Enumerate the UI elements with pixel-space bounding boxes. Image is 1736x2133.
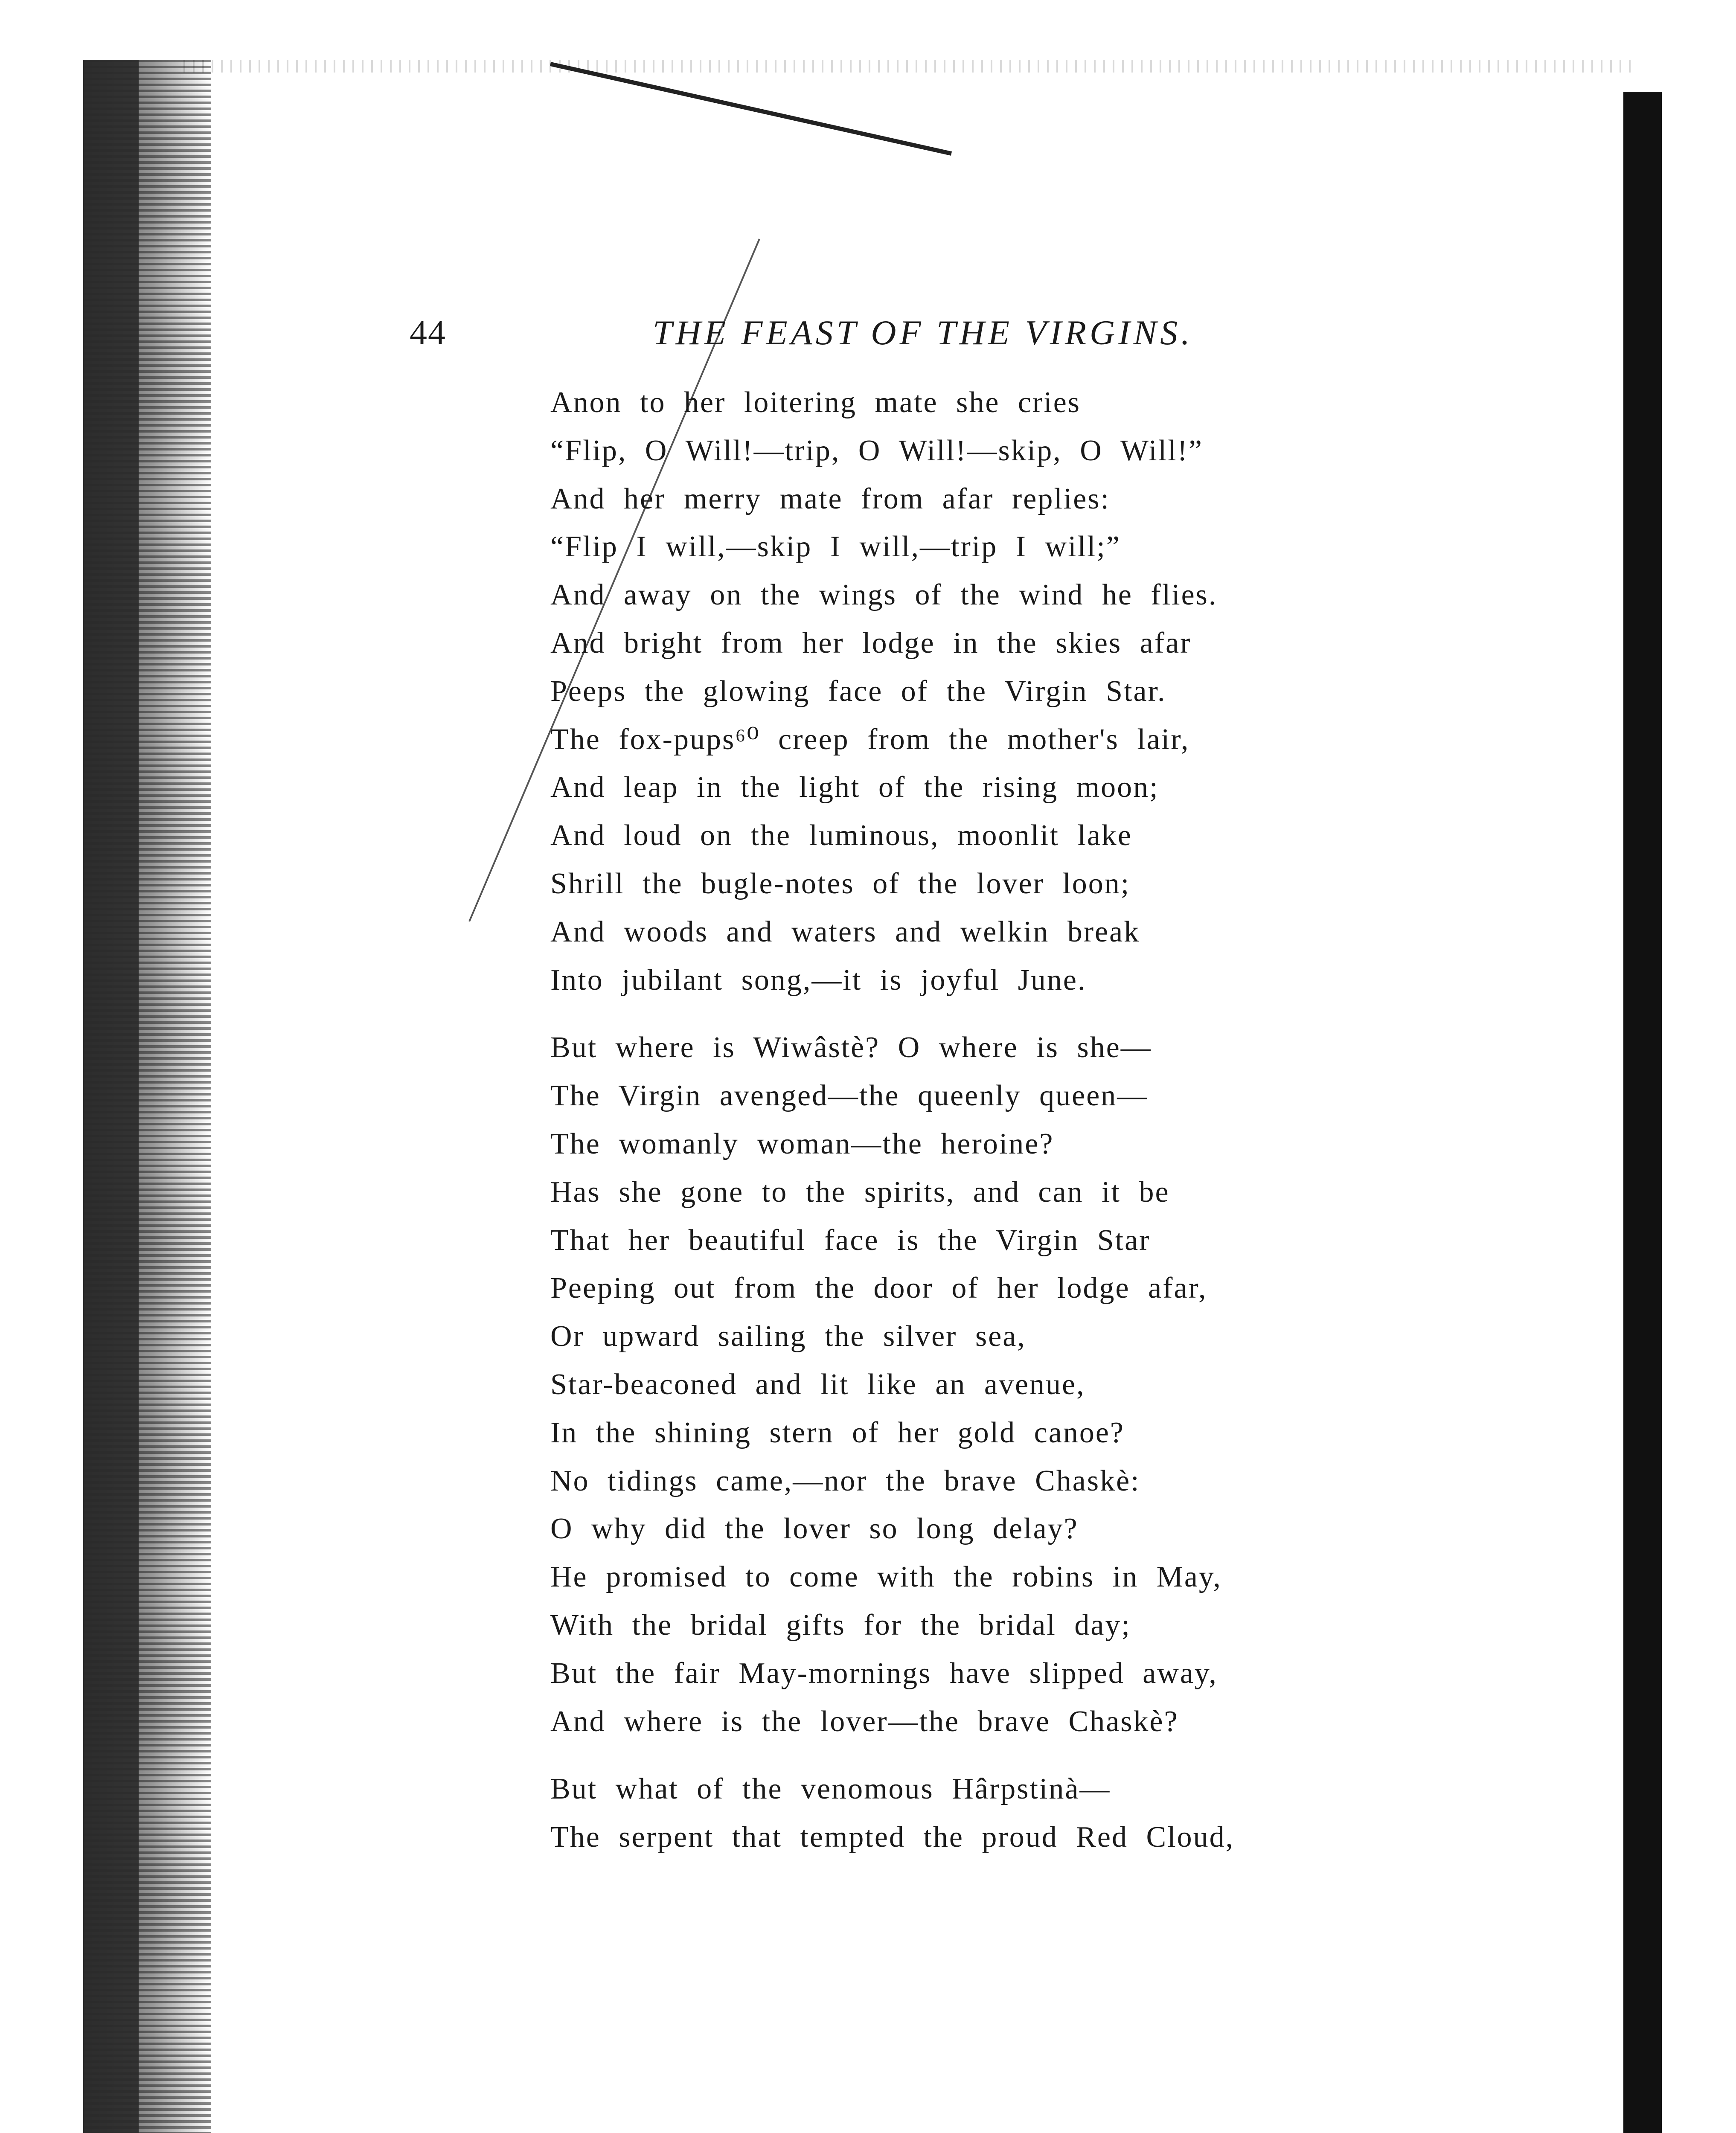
poem-line: In the shining stern of her gold canoe? [550,1416,1125,1449]
poem-line: And away on the wings of the wind he flies. [550,578,1218,612]
poem-line: O why did the lover so long delay? [550,1512,1079,1546]
stanza-3 [550,1765,1404,1862]
poem-line: Peeps the glowing face of the Virgin Star. [550,674,1166,708]
poem-line: But the fair May-mornings have slipped away, [550,1656,1218,1690]
poem-line: But where is Wiwâstè? O where is she— [550,1031,1152,1064]
page-number: 44 [410,313,446,352]
poem-line: Or upward sailing the silver sea, [550,1320,1026,1353]
poem-line: The fox-pups⁶⁰ creep from the mother's lair, [550,723,1190,756]
stanza-1 [550,379,1404,1004]
poem-line: Into jubilant song,—it is joyful June. [550,963,1087,997]
poem-line: The serpent that tempted the proud Red Cloud, [550,1821,1235,1854]
poem-line: Star-beaconed and lit like an avenue, [550,1368,1085,1401]
poem-line: And woods and waters and welkin break [550,915,1140,948]
poem-line: With the bridal gifts for the bridal day; [550,1608,1131,1642]
poem-line: And bright from her lodge in the skies afar [550,626,1192,660]
poem-line: The Virgin avenged—the queenly queen— [550,1079,1149,1113]
poem-line: But what of the venomous Hârpstinà— [550,1773,1111,1806]
poem-line: That her beautiful face is the Virgin Star [550,1223,1151,1257]
poem-line: He promised to come with the robins in May, [550,1561,1222,1594]
poem-line: “Flip, O Will!—trip, O Will!—skip, O Will!” [550,434,1203,467]
poem-line: And where is the lover—the brave Chaskè? [550,1705,1179,1738]
poem-line: And her merry mate from afar replies: [550,482,1110,515]
poem-line: “Flip I will,—skip I will,—trip I will;” [550,530,1121,564]
page-header [410,307,1348,358]
poem-line: Shrill the bugle-notes of the lover loon; [550,867,1131,900]
poem-line: No tidings came,—nor the brave Chaskè: [550,1464,1140,1497]
poem-line: And loud on the luminous, moonlit lake [550,819,1132,852]
poem-line: Anon to her loitering mate she cries [550,386,1081,419]
poem-line: The womanly woman—the heroine? [550,1127,1054,1160]
poem-line: Has she gone to the spirits, and can it be [550,1175,1170,1209]
poem-body [550,379,1404,1862]
running-title: THE FEAST OF THE VIRGINS. [653,313,1193,352]
stanza-2 [550,1024,1404,1746]
poem-line: And leap in the light of the rising moon; [550,771,1159,804]
poem-line: Peeping out from the door of her lodge afar, [550,1272,1207,1305]
pencil-stroke-top [550,64,951,154]
